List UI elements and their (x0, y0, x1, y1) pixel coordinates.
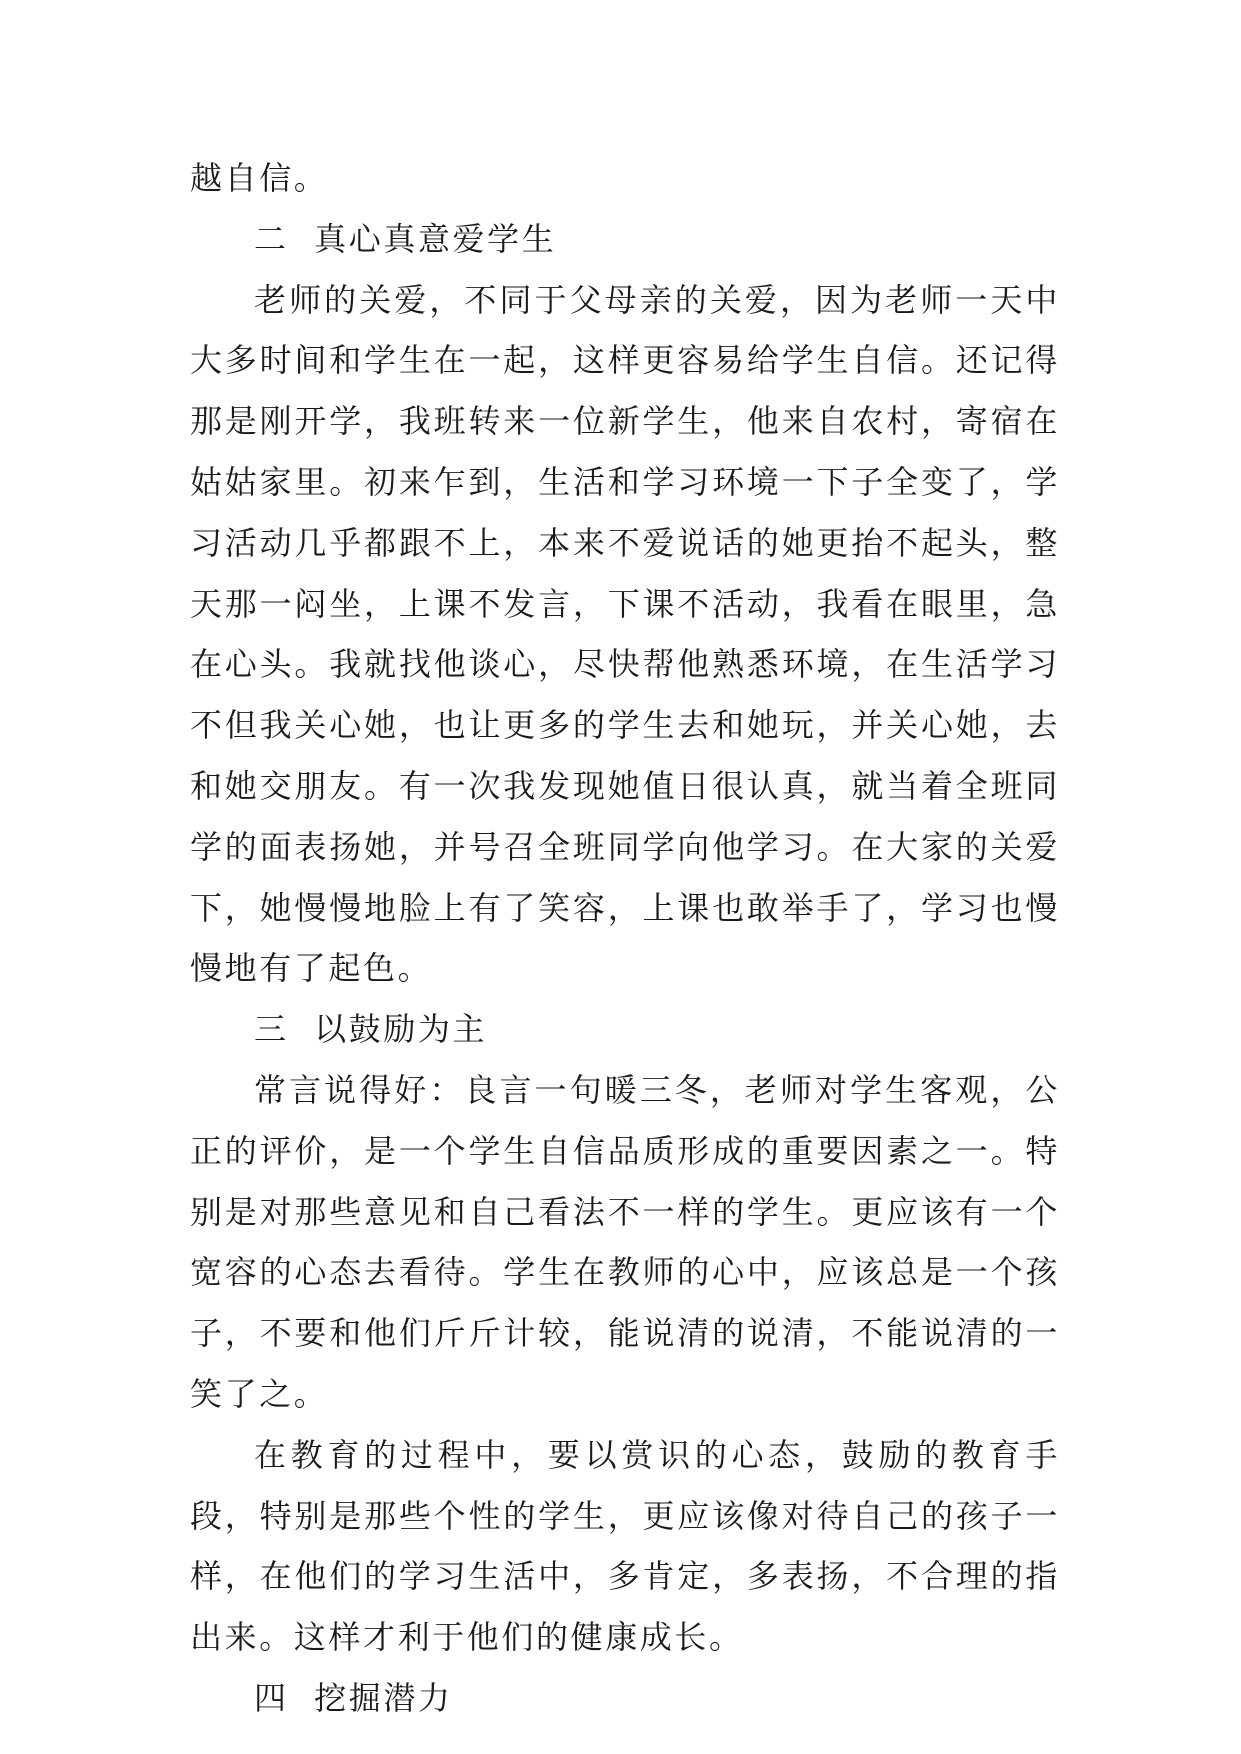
continuation-paragraph: 越自信。 (190, 159, 329, 197)
body-paragraph: 老师的关爱，不同于父母亲的关爱，因为老师一天中大多时间和学生在一起，这样更容易给学生自信。还记得那是刚开学，我班转来一位新学生，他来自农村，寄宿在姑姑家里。初来乍到，生活和学习环境一下子全变了，学习活动几乎都跟不上，本来不爱说话的她更抬不起头，整天那一闷坐，上课不发言，下课不活动，我看在眼里，急在心头。我就找他谈心，尽快帮他熟悉环境，在生活学习不但我关心她，也让更多的学生去和她玩，并关心她，去和她交朋友。有一次我发现她值日很认真，就当着全班同学的面表扬她，并号召全班同学向他学习。在大家的关爱下，她慢慢地脸上有了笑容，上课也敢举手了，学习也慢慢地有了起色。 (190, 280, 1060, 988)
document-body (190, 148, 1060, 1729)
section-heading-4: 四 挖掘潜力 (254, 1678, 453, 1717)
body-paragraph: 常言说得好：良言一句暖三冬，老师对学生客观，公正的评价，是一个学生自信品质形成的重要因素之一。特别是对那些意见和自己看法不一样的学生。更应该有一个宽容的心态去看待。学生在教师的心中，应该总是一个孩子，不要和他们斤斤计较，能说清的说清，不能说清的一笑了之。 (190, 1070, 1060, 1413)
section-heading-3: 三 以鼓励为主 (254, 1010, 488, 1049)
section-heading-2: 二 真心真意爱学生 (254, 219, 557, 258)
body-paragraph: 在教育的过程中，要以赏识的心态，鼓励的教育手段，特别是那些个性的学生，更应该像对待自己的孩子一样，在他们的学习生活中，多肯定，多表扬，不合理的指出来。这样才利于他们的健康成长。 (190, 1435, 1060, 1657)
